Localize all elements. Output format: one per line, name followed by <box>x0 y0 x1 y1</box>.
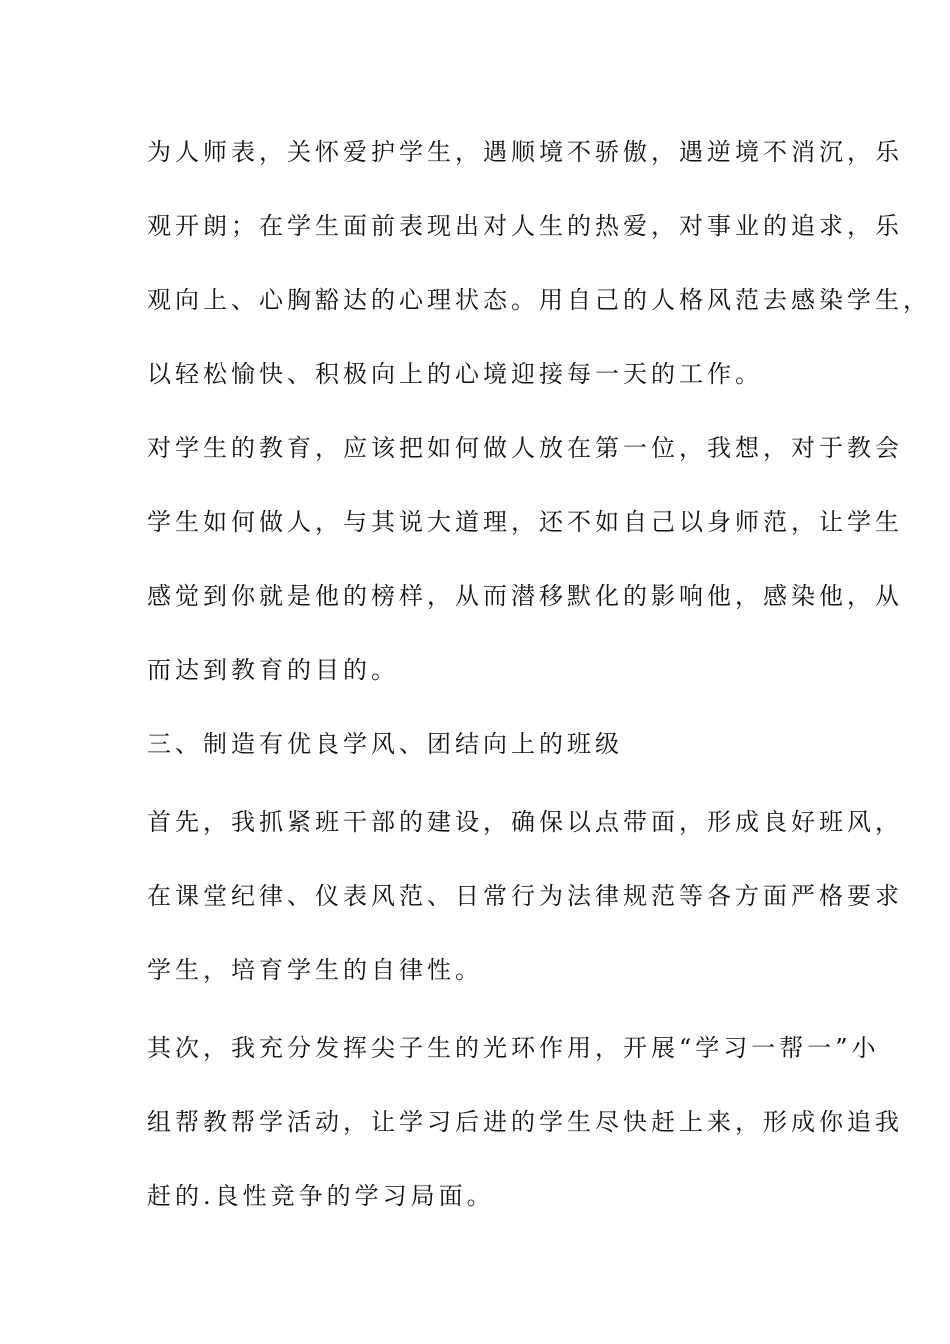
section-heading: 三、制造有优良学风、团结向上的班级 <box>147 730 623 758</box>
text-line: 学生，培育学生的自律性。 <box>147 956 483 984</box>
text-line: 在课堂纪律、仪表风范、日常行为法律规范等各方面严格要求 <box>147 882 903 910</box>
text-line: 其次，我充分发挥尖子生的光环作用，开展“学习一帮一”小 <box>147 1034 880 1062</box>
text-line: 观开朗；在学生面前表现出对人生的热爱，对事业的追求，乐 <box>147 212 903 240</box>
text-line: 首先，我抓紧班干部的建设，确保以点带面，形成良好班风， <box>147 808 903 836</box>
text-line: 为人师表，关怀爱护学生，遇顺境不骄傲，遇逆境不消沉，乐 <box>147 138 903 166</box>
text-line: 而达到教育的目的。 <box>147 656 399 684</box>
text-line: 以轻松愉快、积极向上的心境迎接每一天的工作。 <box>147 360 763 388</box>
text-line: 组帮教帮学活动，让学习后进的学生尽快赶上来，形成你追我 <box>147 1108 903 1136</box>
text-line: 赶的.良性竞争的学习局面。 <box>147 1182 495 1210</box>
text-line: 学生如何做人，与其说大道理，还不如自己以身师范，让学生 <box>147 508 903 536</box>
text-line: 观向上、心胸豁达的心理状态。用自己的人格风范去感染学生， <box>147 286 931 314</box>
text-line: 感觉到你就是他的榜样，从而潜移默化的影响他，感染他，从 <box>147 582 903 610</box>
text-line: 对学生的教育，应该把如何做人放在第一位，我想，对于教会 <box>147 434 903 462</box>
